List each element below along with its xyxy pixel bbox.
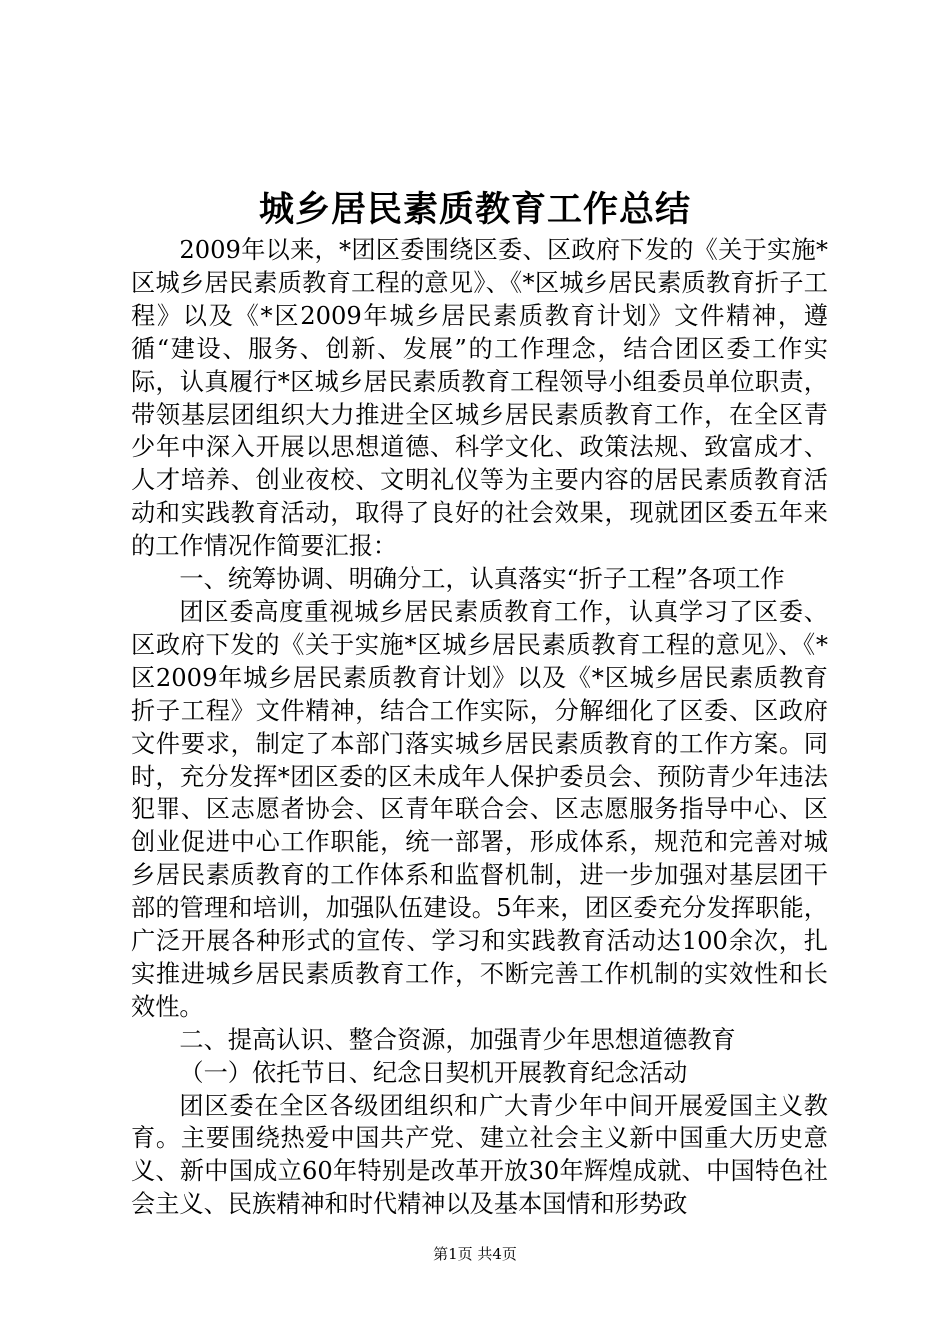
section-heading: 一、统筹协调、明确分工，认真落实“折子工程”各项工作 [179,565,785,594]
body-paragraph: 2009年以来，*团区委围绕区委、区政府下发的《关于实施*区城乡居民素质教育工程的意见》、《*区城乡居民素质教育折子工程》以及《*区2009年城乡居民素质教育计划》文件精神，遵循“建设、服务、创新、发展”的工作理念，结合团区委工作实际，认真履行*区城乡居民素质教育工程领导小组委员单位职责，带领基层团组织大力推进全区城乡居民素质教育工作，在全区青少年中深入开展以思想道德、科学文化、政策法规、致富成才、人才培养、创业夜校、文明礼仪等为主要内容的居民素质教育活动和实践教育活动，取得了良好的社会效果，现就团区委五年来的工作情况作简要汇报： [131,236,828,561]
section-heading: 二、提高认识、整合资源，加强青少年思想道德教育 [179,1025,736,1054]
body-paragraph: 团区委在全区各级团组织和广大青少年中间开展爱国主义教育。主要围绕热爱中国共产党、建立社会主义新中国重大历史意义、新中国成立60年特别是改革开放30年辉煌成就、中国特色社会主义、民族精神和时代精神以及基本国情和形势政 [131,1091,828,1219]
document-body [131,234,828,1221]
subsection-heading: （一）依托节日、纪念日契机开展教育纪念活动 [179,1058,688,1087]
body-paragraph: 团区委高度重视城乡居民素质教育工作，认真学习了区委、区政府下发的《关于实施*区城乡居民素质教育工程的意见》、《*区2009年城乡居民素质教育计划》以及《*区城乡居民素质教育折子工程》文件精神，结合工作实际，分解细化了区委、区政府文件要求，制定了本部门落实城乡居民素质教育的工作方案。同时，充分发挥*团区委的区未成年人保护委员会、预防青少年违法犯罪、区志愿者协会、区青年联合会、区志愿服务指导中心、区创业促进中心工作职能，统一部署，形成体系，规范和完善对城乡居民素质教育的工作体系和监督机制，进一步加强对基层团干部的管理和培训，加强队伍建设。5年来，团区委充分发挥职能，广泛开展各种形式的宣传、学习和实践教育活动达100余次，扎实推进城乡居民素质教育工作，不断完善工作机制的实效性和长效性。 [131,597,828,1021]
document-title: 城乡居民素质教育工作总结 [258,189,691,230]
page-number-footer: 第1页 共4页 [433,1245,517,1263]
